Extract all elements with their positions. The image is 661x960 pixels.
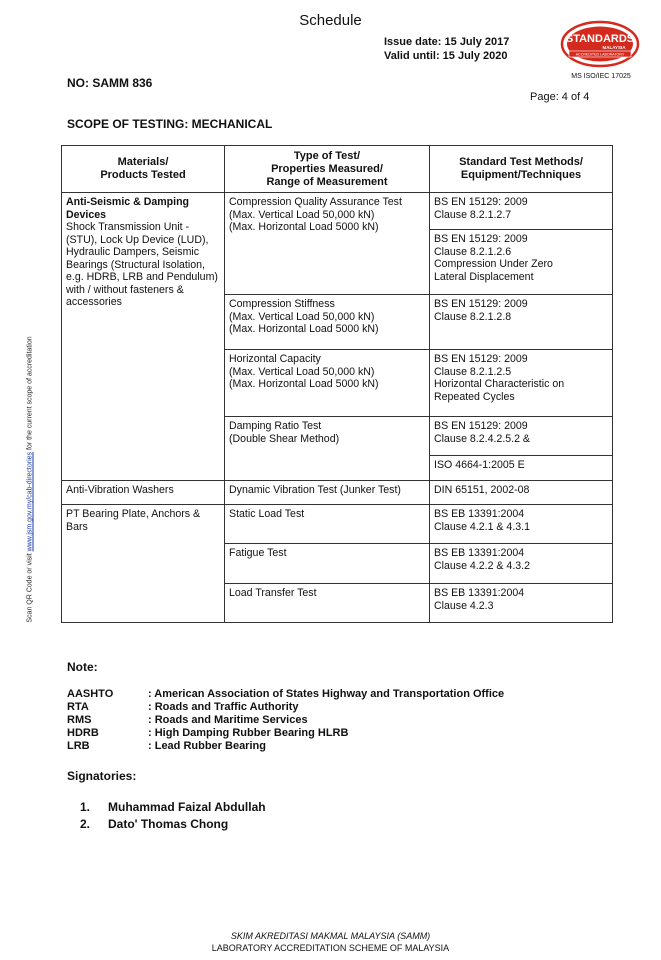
abbr-term: RTA bbox=[67, 701, 89, 713]
test-dynamic-vibration: Dynamic Vibration Test (Junker Test) bbox=[225, 481, 430, 505]
test-horizontal-capacity: Horizontal Capacity (Max. Vertical Load 50,000 kN) (Max. Horizontal Load 5000 kN) bbox=[225, 350, 430, 417]
table-row bbox=[62, 505, 613, 544]
side-note-qr: Scan QR Code or visit www.jsm.gov.my/cab-directories for the current scope of accreditation bbox=[26, 336, 34, 623]
abbr-definition: : American Association of States Highway and Transportation Office bbox=[148, 688, 505, 700]
method-cell: ISO 4664-1:2005 E bbox=[430, 456, 613, 481]
note-title: Note: bbox=[67, 660, 98, 674]
header-materials: Materials/ Products Tested bbox=[62, 146, 225, 193]
scope-table bbox=[61, 145, 613, 623]
method-cell: BS EB 13391:2004 Clause 4.2.1 & 4.3.1 bbox=[430, 505, 613, 544]
material-anti-vibration: Anti-Vibration Washers bbox=[62, 481, 225, 505]
scope-title: SCOPE OF TESTING: MECHANICAL bbox=[67, 117, 273, 131]
table-row bbox=[62, 481, 613, 505]
footer-line-1: SKIM AKREDITASI MAKMAL MALAYSIA (SAMM) bbox=[230, 931, 431, 941]
method-cell: BS EN 15129: 2009 Clause 8.2.1.2.8 bbox=[430, 295, 613, 350]
abbr-term: RMS bbox=[67, 714, 92, 726]
logo-text: STANDARDS bbox=[565, 33, 635, 45]
signatories-title: Signatories: bbox=[67, 769, 137, 783]
material-desc: Shock Transmission Unit - (STU), Lock Up Device (LUD), Hydraulic Dampers, Seismic Bearings (Structural Isolation, e.g. HDRB, LRB and Pendulum) with / without fasteners & accessories bbox=[66, 221, 218, 308]
header-type-of-test: Type of Test/ Properties Measured/ Range of Measurement bbox=[225, 146, 430, 193]
abbr-definition: : Lead Rubber Bearing bbox=[148, 740, 266, 752]
signatory-number: 1. bbox=[80, 800, 91, 814]
test-static-load: Static Load Test bbox=[225, 505, 430, 544]
header-standard-methods: Standard Test Methods/ Equipment/Techniques bbox=[430, 146, 613, 193]
method-cell: BS EN 15129: 2009 Clause 8.2.4.2.5.2 & bbox=[430, 417, 613, 456]
method-cell: BS EB 13391:2004 Clause 4.2.3 bbox=[430, 584, 613, 623]
abbr-definition: : Roads and Maritime Services bbox=[148, 714, 308, 726]
table-header-row bbox=[62, 146, 613, 193]
table-row bbox=[62, 193, 613, 230]
test-compression-qa: Compression Quality Assurance Test (Max. Vertical Load 50,000 kN) (Max. Horizontal Load 5000 kN) bbox=[225, 193, 430, 295]
method-cell: BS EN 15129: 2009 Clause 8.2.1.2.5 Horizontal Characteristic on Repeated Cycles bbox=[430, 350, 613, 417]
abbr-term: LRB bbox=[67, 740, 90, 752]
iso-standard: MS ISO/IEC 17025 bbox=[571, 73, 631, 80]
material-title: Anti-Seismic & Damping Devices bbox=[66, 196, 190, 221]
method-cell: BS EN 15129: 2009 Clause 8.2.1.2.7 bbox=[430, 193, 613, 230]
material-anti-seismic bbox=[62, 193, 225, 481]
logo-band: ACCREDITED LABORATORY bbox=[575, 52, 625, 57]
test-load-transfer: Load Transfer Test bbox=[225, 584, 430, 623]
method-cell: BS EB 13391:2004 Clause 4.2.2 & 4.3.2 bbox=[430, 544, 613, 584]
issue-date: Issue date: 15 July 2017 bbox=[384, 36, 510, 48]
test-compression-stiffness: Compression Stiffness (Max. Vertical Load 50,000 kN) (Max. Horizontal Load 5000 kN) bbox=[225, 295, 430, 350]
cab-directory-link[interactable]: www.jsm.gov.my/cab-directories bbox=[26, 451, 34, 552]
abbr-definition: : Roads and Traffic Authority bbox=[148, 701, 299, 713]
test-damping-ratio: Damping Ratio Test (Double Shear Method) bbox=[225, 417, 430, 481]
document-number: NO: SAMM 836 bbox=[67, 76, 153, 90]
signatory-name: Muhammad Faizal Abdullah bbox=[108, 800, 266, 814]
standards-malaysia-logo bbox=[560, 20, 640, 68]
material-pt-bearing: PT Bearing Plate, Anchors & Bars bbox=[62, 505, 225, 623]
logo-sub: MALAYSIA bbox=[602, 45, 626, 50]
footer-line-2: LABORATORY ACCREDITATION SCHEME OF MALAYSIA bbox=[211, 943, 450, 953]
test-fatigue: Fatigue Test bbox=[225, 544, 430, 584]
page-number: Page: 4 of 4 bbox=[530, 91, 590, 103]
abbr-definition: : High Damping Rubber Bearing HLRB bbox=[148, 727, 349, 739]
valid-until: Valid until: 15 July 2020 bbox=[384, 50, 508, 62]
document-title: Schedule bbox=[299, 12, 362, 29]
signatory-name: Dato' Thomas Chong bbox=[108, 817, 229, 831]
abbr-term: AASHTO bbox=[67, 688, 114, 700]
method-cell: BS EN 15129: 2009 Clause 8.2.1.2.6 Compression Under Zero Lateral Displacement bbox=[430, 230, 613, 295]
abbr-term: HDRB bbox=[67, 727, 99, 739]
method-cell: DIN 65151, 2002-08 bbox=[430, 481, 613, 505]
signatory-number: 2. bbox=[80, 817, 91, 831]
